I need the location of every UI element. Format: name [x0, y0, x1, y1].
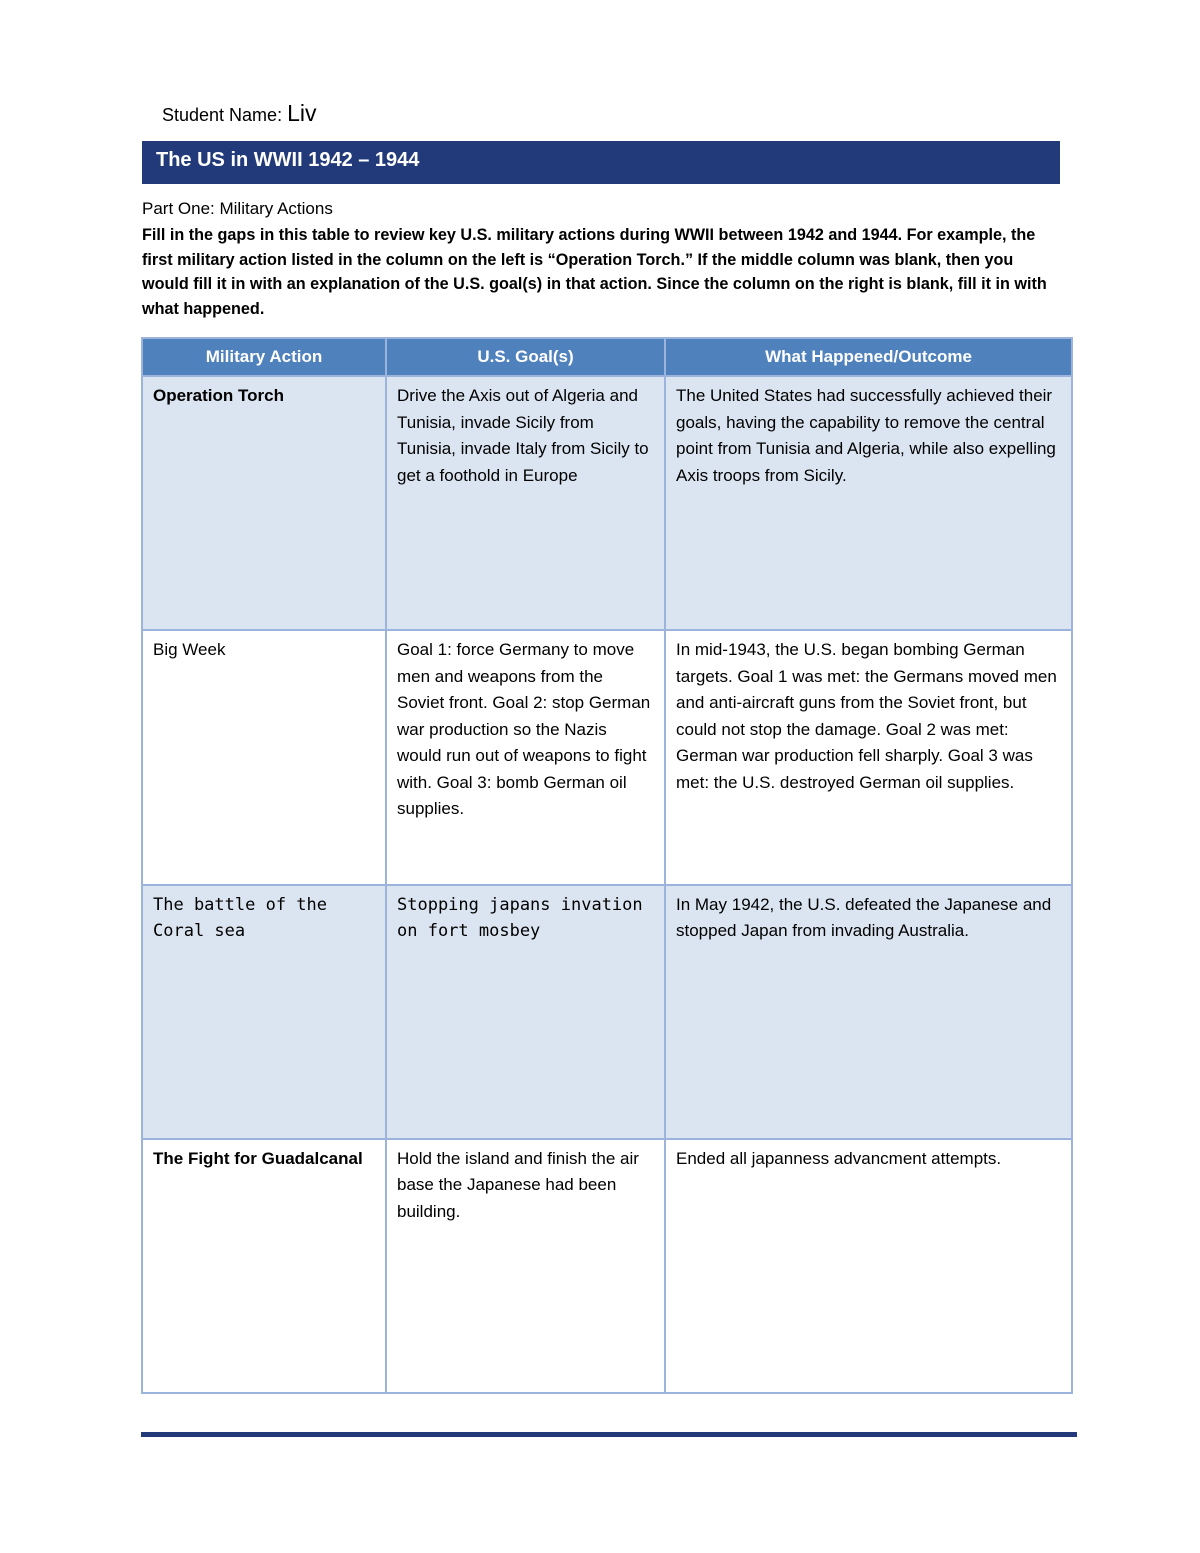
- footer-divider: [141, 1432, 1077, 1437]
- part-heading: Part One: Military Actions: [142, 199, 333, 218]
- military-actions-table: [141, 337, 1073, 1394]
- table-row: [142, 630, 1072, 884]
- outcome-cell[interactable]: The United States had successfully achieved their goals, having the capability to remove the central point from Tunisia and Algeria, while also expelling Axis troops from Sicily.: [665, 376, 1072, 630]
- goal-cell[interactable]: Drive the Axis out of Algeria and Tunisia, invade Sicily from Tunisia, invade Italy from Sicily to get a foothold in Europe: [386, 376, 665, 630]
- action-cell[interactable]: The Fight for Guadalcanal: [142, 1139, 386, 1393]
- student-name-label: Student Name:: [162, 105, 288, 125]
- goal-cell[interactable]: Goal 1: force Germany to move men and weapons from the Soviet front. Goal 2: stop German war production so the Nazis would run out of weapons to fight with. Goal 3: bomb German oil supplies.: [386, 630, 665, 884]
- outcome-cell[interactable]: In mid-1943, the U.S. began bombing German targets. Goal 1 was met: the Germans moved men and anti-aircraft guns from the Soviet front, but could not stop the damage. Goal 2 was met: German war production fell sharply. Goal 3 was met: the U.S. destroyed German oil supplies.: [665, 630, 1072, 884]
- instructions: Fill in the gaps in this table to review key U.S. military actions during WWII between 1942 and 1944. For example, the first military action listed in the column on the left is “Operation Torch.” If the middle column was blank, then you would fill it in with an explanation of the U.S. goal(s) in that action. Since the column on the right is blank, fill it in with what happened.: [142, 226, 1047, 318]
- goal-cell[interactable]: Stopping japans invation on fort mosbey: [386, 885, 665, 1139]
- header-us-goals: U.S. Goal(s): [386, 338, 665, 376]
- table-header-row: [142, 338, 1072, 376]
- action-cell[interactable]: Big Week: [142, 630, 386, 884]
- outcome-cell[interactable]: In May 1942, the U.S. defeated the Japanese and stopped Japan from invading Australia.: [665, 885, 1072, 1139]
- header-military-action: Military Action: [142, 338, 386, 376]
- action-cell[interactable]: The battle of the Coral sea: [142, 885, 386, 1139]
- worksheet-title: The US in WWII 1942 – 1944: [142, 141, 1060, 184]
- goal-cell[interactable]: Hold the island and finish the air base the Japanese had been building.: [386, 1139, 665, 1393]
- student-name-line: [162, 100, 316, 127]
- student-name-value[interactable]: Liv: [287, 100, 317, 126]
- header-outcome: What Happened/Outcome: [665, 338, 1072, 376]
- table-row: [142, 376, 1072, 630]
- outcome-cell[interactable]: Ended all japanness advancment attempts.: [665, 1139, 1072, 1393]
- action-cell[interactable]: Operation Torch: [142, 376, 386, 630]
- table-row: [142, 1139, 1072, 1393]
- table-row: [142, 885, 1072, 1139]
